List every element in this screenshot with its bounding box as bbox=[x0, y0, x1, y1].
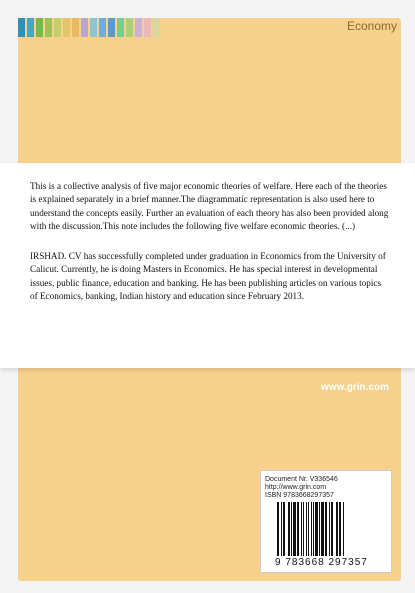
barcode-bar bbox=[277, 502, 279, 556]
barcode-bar bbox=[331, 502, 333, 556]
color-stripe bbox=[117, 18, 124, 37]
barcode-bar bbox=[343, 502, 344, 556]
author-bio-text: IRSHAD. CV has successfully completed under graduation in Economics from the University of Calicut. Currently, he is doing Masters in Economics. He has special interest in developmental issues, public finance, education and banking. He has been publishing articles on various topics of Economics, banking, Indian history and education since February 2013. bbox=[30, 251, 386, 302]
color-stripe bbox=[126, 18, 133, 37]
color-stripe bbox=[54, 18, 61, 37]
color-stripe bbox=[81, 18, 88, 37]
color-stripe bbox=[135, 18, 142, 37]
isbn-text: ISBN 9783668297357 bbox=[265, 492, 334, 499]
color-stripe bbox=[108, 18, 115, 37]
color-stripe bbox=[63, 18, 70, 37]
abstract-text: This is a collective analysis of five major economic theories of welfare. Here each of the theories is explained separately in a brief manner.The diagrammatic representation is also used here to understand the concepts easily. Further an evaluation of each theory has also been provided along with the discussion.This note includes the following five welfare economic theories. (...) bbox=[30, 181, 389, 232]
barcode-bar bbox=[315, 502, 318, 556]
color-stripe bbox=[27, 18, 34, 37]
color-stripe bbox=[144, 18, 151, 37]
barcode-bar bbox=[297, 502, 299, 556]
barcode-icon bbox=[277, 502, 375, 556]
document-url: http://www.grin.com bbox=[265, 484, 327, 491]
document-number: Document Nr. V336546 bbox=[265, 476, 338, 483]
color-stripe bbox=[153, 18, 160, 37]
color-stripe bbox=[45, 18, 52, 37]
description-panel bbox=[0, 163, 415, 368]
barcode-bar bbox=[339, 502, 341, 556]
barcode-bar bbox=[311, 502, 312, 556]
barcode-bar bbox=[306, 502, 307, 556]
barcode-bar bbox=[303, 502, 304, 556]
color-stripe bbox=[99, 18, 106, 37]
barcode-bar bbox=[308, 502, 309, 556]
document-info-box bbox=[260, 470, 392, 573]
color-stripe bbox=[72, 18, 79, 37]
category-label: Economy bbox=[346, 19, 397, 33]
barcode-bar bbox=[283, 502, 285, 556]
barcode-bar bbox=[336, 502, 338, 556]
barcode-bar bbox=[281, 502, 282, 556]
barcode-bar bbox=[291, 502, 292, 556]
color-stripe-band bbox=[18, 18, 162, 37]
color-stripe bbox=[18, 18, 25, 37]
barcode-bar bbox=[329, 502, 330, 556]
barcode-bar bbox=[319, 502, 320, 556]
color-stripe bbox=[36, 18, 43, 37]
barcode-bar bbox=[325, 502, 327, 556]
barcode-bar bbox=[288, 502, 290, 556]
barcode-bar bbox=[321, 502, 324, 556]
color-stripe bbox=[90, 18, 97, 37]
barcode-bar bbox=[301, 502, 302, 556]
barcode-bar bbox=[313, 502, 314, 556]
website-label: www.grin.com bbox=[321, 382, 389, 393]
barcode-bar bbox=[293, 502, 296, 556]
barcode-number: 9 783668 297357 bbox=[275, 557, 368, 568]
